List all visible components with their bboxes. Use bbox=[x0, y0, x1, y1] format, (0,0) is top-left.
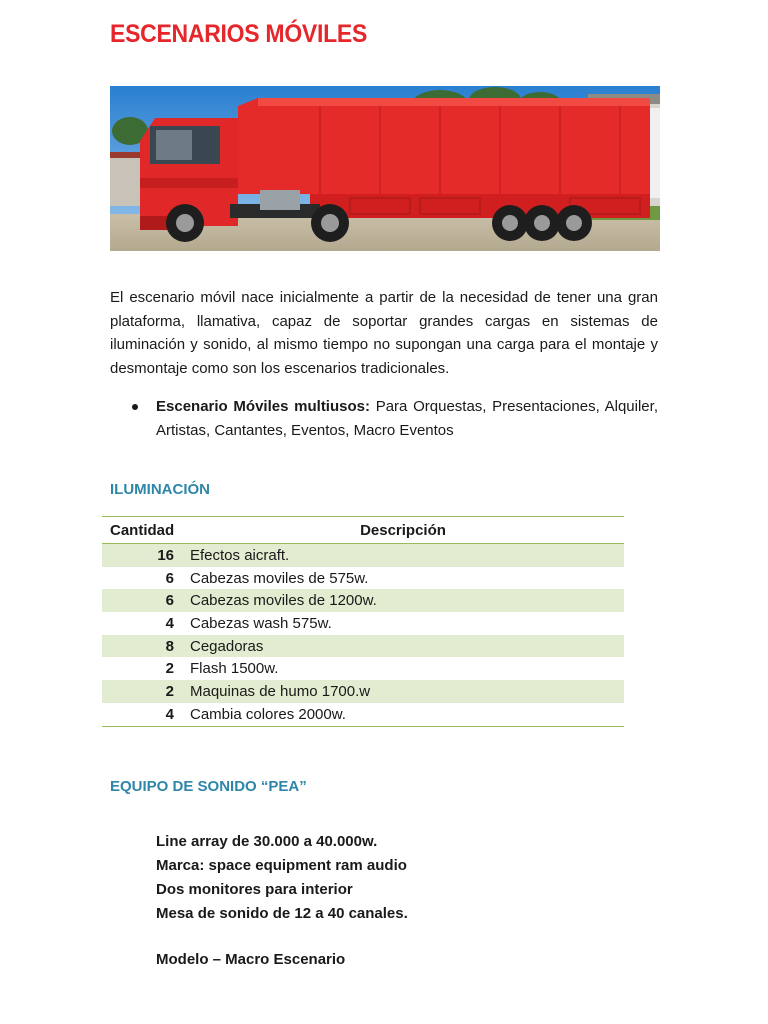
list-item: Dos monitores para interior bbox=[156, 881, 353, 898]
row-quantity: 8 bbox=[102, 635, 182, 658]
row-quantity: 6 bbox=[165, 569, 174, 587]
row-description: Cambia colores 2000w. bbox=[182, 703, 624, 726]
list-item: Marca: space equipment ram audio bbox=[156, 857, 407, 874]
intro-paragraph: El escenario móvil nace inicialmente a partir de la necesidad de tener una gran plataforma, llamativa, capaz de soportar grandes cargas en sistemas de iluminación y sonido, al mismo tiempo no supongan una carga para el montaje y desmontaje como son los escenarios tradicionales. bbox=[110, 289, 658, 377]
row-quantity: 16 bbox=[102, 544, 182, 567]
sound-heading: EQUIPO DE SONIDO “PEA” bbox=[110, 778, 307, 795]
row-description: Efectos aicraft. bbox=[182, 544, 624, 567]
table-row bbox=[102, 612, 624, 635]
model-line: Modelo – Macro Escenario bbox=[156, 951, 346, 968]
table-row bbox=[102, 703, 624, 726]
page-title: ESCENARIOS MÓVILES bbox=[110, 20, 368, 48]
bullet-item bbox=[110, 395, 658, 442]
table-header-row bbox=[102, 517, 624, 544]
row-quantity: 4 bbox=[102, 703, 182, 726]
table-row bbox=[102, 567, 624, 590]
table-row bbox=[102, 589, 624, 612]
lighting-table bbox=[102, 516, 624, 727]
row-description: Flash 1500w. bbox=[190, 660, 279, 678]
list-item: Mesa de sonido de 12 a 40 canales. bbox=[156, 905, 408, 922]
row-quantity: 2 bbox=[102, 680, 182, 703]
table-row bbox=[102, 680, 624, 703]
row-description: Cegadoras bbox=[182, 635, 624, 658]
sound-spec-list bbox=[156, 830, 408, 926]
row-description: Cabezas wash 575w. bbox=[190, 614, 332, 632]
truck-photo bbox=[110, 86, 660, 251]
lighting-heading: ILUMINACIÓN bbox=[110, 481, 210, 498]
row-quantity: 2 bbox=[165, 660, 174, 678]
row-description: Cabezas moviles de 1200w. bbox=[182, 589, 624, 612]
column-header-description: Descripción bbox=[182, 517, 624, 544]
column-header-quantity: Cantidad bbox=[102, 517, 182, 544]
bullet-label: Escenario Móviles multiusos: bbox=[156, 398, 370, 415]
bullet-list bbox=[110, 395, 658, 442]
table-row bbox=[102, 544, 624, 567]
bullet-text: Para Orquestas, Presentaciones, Alquiler, Artistas, Cantantes, Eventos, Macro Eventos bbox=[156, 398, 658, 439]
row-quantity: 4 bbox=[165, 614, 174, 632]
bullet-dot-icon bbox=[132, 404, 138, 410]
row-description: Maquinas de humo 1700.w bbox=[182, 680, 624, 703]
list-item: Line array de 30.000 a 40.000w. bbox=[156, 833, 378, 850]
table-row bbox=[102, 657, 624, 680]
row-description: Cabezas moviles de 575w. bbox=[190, 569, 369, 587]
table-row bbox=[102, 635, 624, 658]
row-quantity: 6 bbox=[102, 589, 182, 612]
